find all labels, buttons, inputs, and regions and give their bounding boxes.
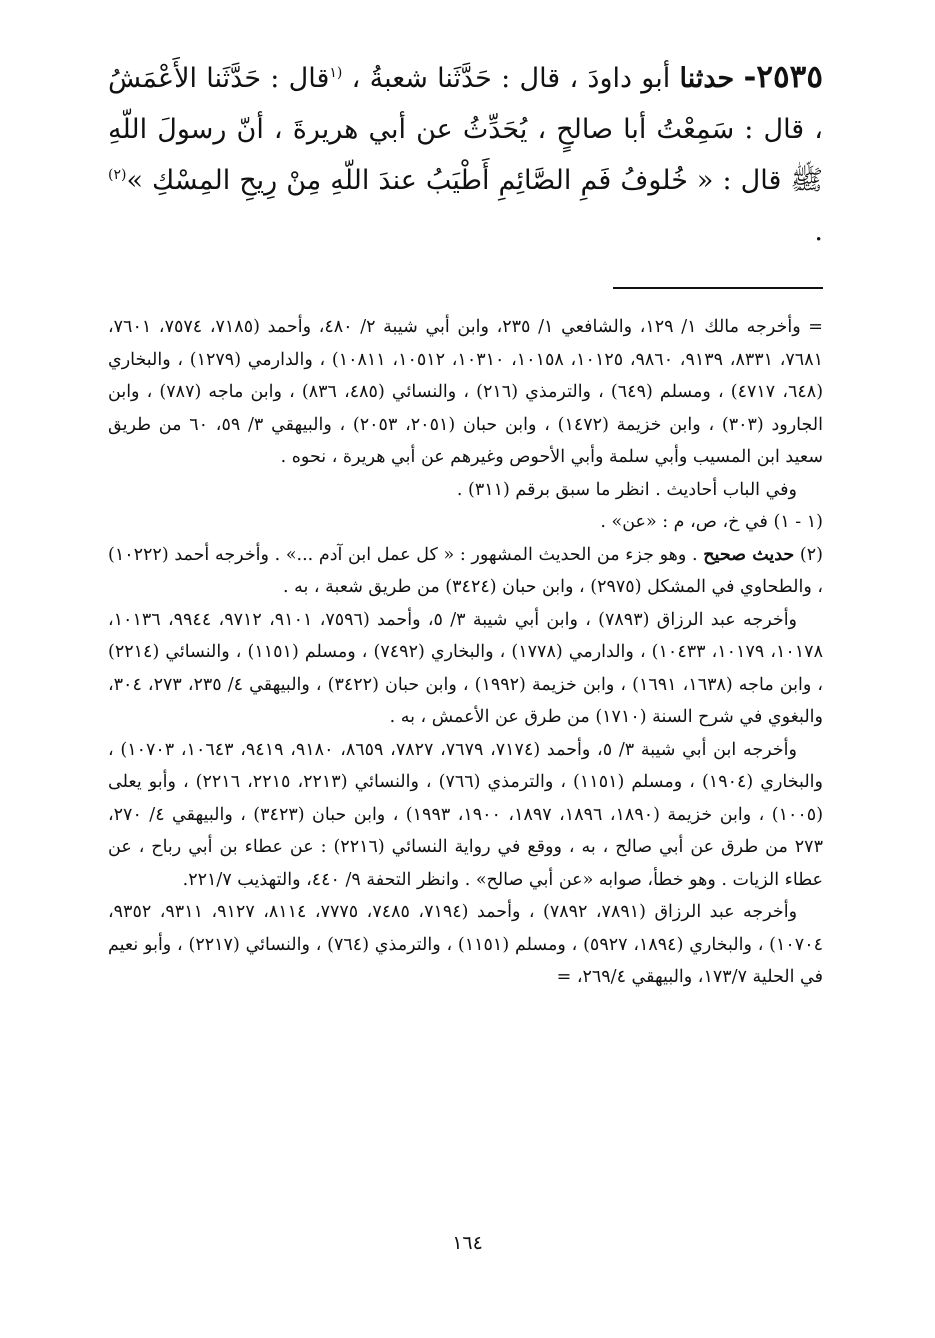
footnote-marker-2: (٢) bbox=[108, 167, 127, 183]
footnotes bbox=[108, 311, 823, 994]
hadith-text bbox=[108, 52, 823, 257]
footnote-marker-1-open: (١ bbox=[329, 65, 343, 81]
page-number: ١٦٤ bbox=[452, 1232, 483, 1254]
hadith-paragraph bbox=[108, 52, 823, 257]
footnote-2-text: . وهو جزء من الحديث المشهور : « كل عمل ابن آدم ...» . وأخرجه أحمد (١٠٢٢٢) ، والطحاوي في المشكل (٢٩٧٥) ، وابن حبان (٣٤٢٤) من طريق شعبة ، به . bbox=[108, 544, 823, 597]
hadith-isnad-part1: أبو داودَ ، قال : حَدَّثَنا شعبةُ ، bbox=[342, 63, 671, 94]
footnote-2-takhrij-a: وأخرجه عبد الرزاق (٧٨٩٣) ، وابن أبي شيبة ٣/ ٥، وأحمد (٧٥٩٦، ٩١٠١، ٩٧١٢، ٩٩٤٤، ١٠١٣٦، ١٠١٧٨، ١٠١٧٩، ١٠٤٣٣) ، والدارمي (١٧٧٨) ، والبخاري (٧٤٩٢) ، ومسلم (١١٥١) ، والنسائي (٢٢١٤) ، وابن ماجه (١٦٣٨، ١٦٩١) ، وابن خزيمة (١٩٩٢) ، وابن حبان (٣٤٢٢) ، والبيهقي ٤/ ٢٣٥، ٢٧٣، ٣٠٤، والبغوي في شرح السنة (١٧١٠) من طرق عن الأعمش ، به . bbox=[108, 609, 823, 727]
footnote-continuation: = وأخرجه مالك ١/ ١٢٩، والشافعي ١/ ٢٣٥، وابن أبي شيبة ٢/ ٤٨٠، وأحمد (٧١٨٥، ٧٥٧٤، ٧٦٠١، ٧٦٨١، ٨٣٣١، ٩١٣٩، ٩٨٦٠، ١٠١٢٥، ١٠١٥٨، ١٠٣١٠، ١٠٥١٢، ١٠٨١١) ، والدارمي (١٢٧٩) ، والبخاري (٦٤٨، ٤٧١٧) ، ومسلم (٦٤٩) ، والترمذي (٢١٦) ، والنسائي (٤٨٥، ٨٣٦) ، وابن ماجه (٧٨٧) ، وابن الجارود (٣٠٣) ، وابن خزيمة (١٤٧٢) ، وابن حبان (٢٠٥١، ٢٠٥٣) ، والبيهقي ٣/ ٥٩، ٦٠ من طريق سعيد ابن المسيب وأبي سلمة وأبي الأحوص وغيرهم عن أبي هريرة ، نحوه . bbox=[108, 317, 824, 467]
footnote-1: (١ - ١) في خ، ص، م : «عن» . bbox=[600, 512, 823, 532]
footnote-separator bbox=[613, 287, 823, 289]
footnote-2 bbox=[108, 539, 823, 604]
footnote-see-also: وفي الباب أحاديث . انظر ما سبق برقم (٣١١) . bbox=[456, 479, 797, 500]
hadith-lead-word: حدثنا bbox=[679, 63, 735, 94]
hadith-number: ٢٥٣٥- bbox=[743, 59, 823, 95]
footnote-2-takhrij-b: وأخرجه ابن أبي شيبة ٣/ ٥، وأحمد (٧١٧٤، ٧٦٧٩، ٧٨٢٧، ٨٦٥٩، ٩١٨٠، ٩٤١٩، ١٠٦٤٣، ١٠٧٠٣) ، والبخاري (١٩٠٤) ، ومسلم (١١٥١) ، والترمذي (٧٦٦) ، والنسائي (٢٢١٣، ٢٢١٥، ٢٢١٦) ، وأبو يعلى (١٠٠٥) ، وابن خزيمة (١٨٩٠، ١٨٩٦، ١٨٩٧، ١٩٠٠، ١٩٩٣) ، وابن حبان (٣٤٢٣) ، والبيهقي ٤/ ٢٧٠، ٢٧٣ من طرق عن أبي صالح ، به ، ووقع في رواية النسائي (٢٢١٦) : عن عطاء بن أبي رباح ، عن عطاء الزيات . وهو خطأ، صوابه «عن أبي صالح» . وانظر التحفة ٩/ ٤٤٠، والتهذيب ٢٢١/٧. bbox=[108, 739, 824, 890]
footnote-2-number: (٢) bbox=[799, 544, 823, 565]
hadith-matn: قال : حَدَّثَنا الأَعْمَشُ ، قال : سَمِعْتُ أبا صالحٍ ، يُحَدِّثُ عن أبي هريرةَ ، أنّ رسولَ اللّهِ ﷺ قال : « خُلوفُ فَمِ الصَّائِمِ أَطْيَبُ عندَ اللّهِ مِنْ رِيحِ المِسْكِ » bbox=[108, 63, 823, 196]
hadith-end: . bbox=[814, 216, 823, 247]
footnote-2-grade: حديث صحيح bbox=[703, 544, 795, 565]
footnote-2-takhrij-c: وأخرجه عبد الرزاق (٧٨٩١، ٧٨٩٢) ، وأحمد (٧١٩٤، ٧٤٨٥، ٧٧٧٥، ٨١١٤، ٩١٢٧، ٩٣١١، ٩٣٥٢، ١٠٧٠٤) ، والبخاري (١٨٩٤، ٥٩٢٧) ، ومسلم (١١٥١) ، والترمذي (٧٦٤) ، والنسائي (٢٢١٧) ، وأبو نعيم في الحلية ١٧٣/٧، والبيهقي ٢٦٩/٤، = bbox=[108, 902, 823, 987]
